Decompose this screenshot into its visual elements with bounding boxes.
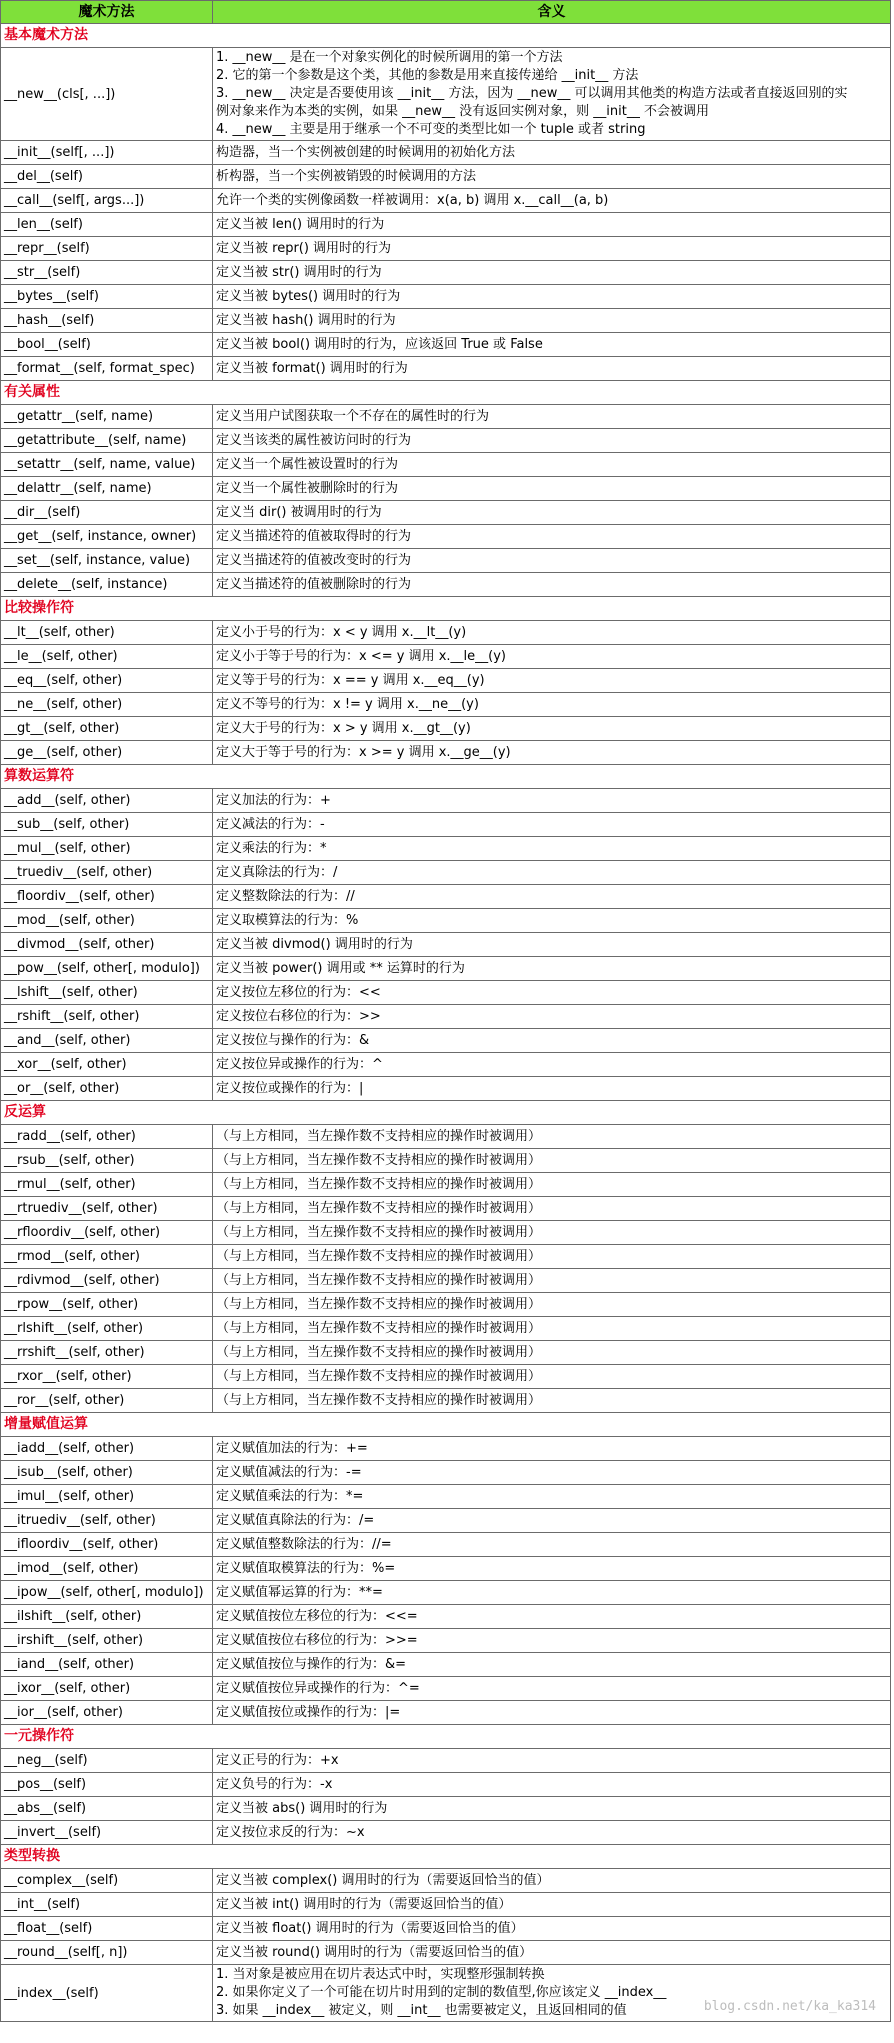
description-line: 3. 如果 __index__ 被定义，则 __int__ 也需要被定义，且返回相同的值 (216, 2003, 627, 2018)
table-row (1, 1461, 891, 1485)
method-description: 定义当描述符的值被取得时的行为 (213, 525, 891, 549)
table-row (1, 909, 891, 933)
table-row (1, 1629, 891, 1653)
method-name: __getattr__(self, name) (1, 405, 213, 429)
method-description: （与上方相同，当左操作数不支持相应的操作时被调用） (213, 1221, 891, 1245)
description-line: 4. __new__ 主要是用于继承一个不可变的类型比如一个 tuple 或者 string (216, 122, 646, 137)
method-description: 定义等于号的行为：x == y 调用 x.__eq__(y) (213, 669, 891, 693)
section-row (1, 24, 891, 48)
method-description: 定义减法的行为：- (213, 813, 891, 837)
table-row (1, 933, 891, 957)
method-name: __hash__(self) (1, 309, 213, 333)
table-row (1, 1653, 891, 1677)
table-row (1, 525, 891, 549)
table-row (1, 981, 891, 1005)
method-name: __set__(self, instance, value) (1, 549, 213, 573)
table-row (1, 1485, 891, 1509)
method-description: 定义当被 hash() 调用时的行为 (213, 309, 891, 333)
method-name: __floordiv__(self, other) (1, 885, 213, 909)
method-name: __repr__(self) (1, 237, 213, 261)
method-description: 定义当被 round() 调用时的行为（需要返回恰当的值） (213, 1941, 891, 1965)
method-name: __int__(self) (1, 1893, 213, 1917)
method-description: 定义当被 abs() 调用时的行为 (213, 1797, 891, 1821)
table-row (1, 1077, 891, 1101)
table-row (1, 1533, 891, 1557)
table-row (1, 213, 891, 237)
method-description (213, 48, 891, 141)
method-name: __rpow__(self, other) (1, 1293, 213, 1317)
method-name: __lshift__(self, other) (1, 981, 213, 1005)
method-description: 定义当描述符的值被改变时的行为 (213, 549, 891, 573)
method-description: （与上方相同，当左操作数不支持相应的操作时被调用） (213, 1197, 891, 1221)
table-row (1, 165, 891, 189)
method-description: 定义当被 power() 调用或 ** 运算时的行为 (213, 957, 891, 981)
method-name: __and__(self, other) (1, 1029, 213, 1053)
method-name: __iadd__(self, other) (1, 1437, 213, 1461)
method-name: __new__(cls[, ...]) (1, 48, 213, 141)
method-name: __abs__(self) (1, 1797, 213, 1821)
method-name: __neg__(self) (1, 1749, 213, 1773)
method-name: __eq__(self, other) (1, 669, 213, 693)
table-row (1, 669, 891, 693)
method-name: __mod__(self, other) (1, 909, 213, 933)
method-description: 定义按位或操作的行为：| (213, 1077, 891, 1101)
method-description: 定义赋值加法的行为：+= (213, 1437, 891, 1461)
table-row (1, 1869, 891, 1893)
method-description: 定义当被 complex() 调用时的行为（需要返回恰当的值） (213, 1869, 891, 1893)
table-row (1, 501, 891, 525)
header-method: 魔术方法 (1, 1, 213, 24)
method-name: __str__(self) (1, 261, 213, 285)
table-row (1, 1221, 891, 1245)
method-description: 构造器，当一个实例被创建的时候调用的初始化方法 (213, 141, 891, 165)
table-row (1, 1269, 891, 1293)
method-description: 定义大于等于号的行为：x >= y 调用 x.__ge__(y) (213, 741, 891, 765)
method-description: 定义当被 repr() 调用时的行为 (213, 237, 891, 261)
method-name: __rtruediv__(self, other) (1, 1197, 213, 1221)
method-name: __init__(self[, ...]) (1, 141, 213, 165)
method-description: 定义赋值按位左移位的行为：<<= (213, 1605, 891, 1629)
table-row (1, 357, 891, 381)
method-name: __del__(self) (1, 165, 213, 189)
table-row (1, 717, 891, 741)
method-description: （与上方相同，当左操作数不支持相应的操作时被调用） (213, 1125, 891, 1149)
method-description: 定义按位与操作的行为：& (213, 1029, 891, 1053)
table-row (1, 285, 891, 309)
method-name: __add__(self, other) (1, 789, 213, 813)
method-name: __getattribute__(self, name) (1, 429, 213, 453)
table-row (1, 693, 891, 717)
method-name: __delattr__(self, name) (1, 477, 213, 501)
table-header-row (1, 1, 891, 24)
method-description: （与上方相同，当左操作数不支持相应的操作时被调用） (213, 1293, 891, 1317)
section-title: 一元操作符 (1, 1725, 891, 1749)
method-name: __ior__(self, other) (1, 1701, 213, 1725)
method-name: __invert__(self) (1, 1821, 213, 1845)
method-description: 定义赋值减法的行为：-= (213, 1461, 891, 1485)
method-name: __ifloordiv__(self, other) (1, 1533, 213, 1557)
description-line: 2. 它的第一个参数是这个类，其他的参数是用来直接传递给 __init__ 方法 (216, 68, 639, 83)
method-name: __gt__(self, other) (1, 717, 213, 741)
table-row (1, 189, 891, 213)
method-description: 定义取模算法的行为：% (213, 909, 891, 933)
table-row (1, 141, 891, 165)
table-row (1, 1365, 891, 1389)
method-description: 定义当 dir() 被调用时的行为 (213, 501, 891, 525)
table-row (1, 261, 891, 285)
method-name: __index__(self) (1, 1965, 213, 2022)
table-row (1, 1557, 891, 1581)
section-title: 增量赋值运算 (1, 1413, 891, 1437)
method-description: 定义当被 float() 调用时的行为（需要返回恰当的值） (213, 1917, 891, 1941)
section-title: 基本魔术方法 (1, 24, 891, 48)
method-description: （与上方相同，当左操作数不支持相应的操作时被调用） (213, 1341, 891, 1365)
watermark: blog.csdn.net/ka_ka314 (703, 1999, 876, 2014)
method-name: __get__(self, instance, owner) (1, 525, 213, 549)
method-description: 定义当被 bytes() 调用时的行为 (213, 285, 891, 309)
method-name: __itruediv__(self, other) (1, 1509, 213, 1533)
description-line: 2. 如果你定义了一个可能在切片时用到的定制的数值型,你应该定义 __index__ (216, 1985, 667, 2000)
method-name: __call__(self[, args...]) (1, 189, 213, 213)
method-name: __truediv__(self, other) (1, 861, 213, 885)
section-row (1, 1413, 891, 1437)
method-description: 定义真除法的行为：/ (213, 861, 891, 885)
method-description: 允许一个类的实例像函数一样被调用：x(a, b) 调用 x.__call__(a, b) (213, 189, 891, 213)
table-row (1, 48, 891, 141)
method-description: 定义赋值按位异或操作的行为：^= (213, 1677, 891, 1701)
table-row (1, 309, 891, 333)
method-name: __ne__(self, other) (1, 693, 213, 717)
table-row (1, 957, 891, 981)
method-name: __rfloordiv__(self, other) (1, 1221, 213, 1245)
method-description: 定义负号的行为：-x (213, 1773, 891, 1797)
table-row (1, 477, 891, 501)
method-name: __float__(self) (1, 1917, 213, 1941)
table-row (1, 813, 891, 837)
method-name: __sub__(self, other) (1, 813, 213, 837)
table-row (1, 1701, 891, 1725)
section-title: 有关属性 (1, 381, 891, 405)
method-description: 定义加法的行为：+ (213, 789, 891, 813)
table-row (1, 1581, 891, 1605)
table-row (1, 789, 891, 813)
table-row (1, 1821, 891, 1845)
method-name: __ror__(self, other) (1, 1389, 213, 1413)
method-description: 定义当描述符的值被删除时的行为 (213, 573, 891, 597)
method-description: 定义当被 format() 调用时的行为 (213, 357, 891, 381)
method-name: __lt__(self, other) (1, 621, 213, 645)
description-line: 1. 当对象是被应用在切片表达式中时，实现整形强制转换 (216, 1967, 545, 1982)
method-description: 定义赋值真除法的行为：/= (213, 1509, 891, 1533)
section-title: 算数运算符 (1, 765, 891, 789)
method-name: __rxor__(self, other) (1, 1365, 213, 1389)
method-name: __rlshift__(self, other) (1, 1317, 213, 1341)
table-row (1, 1149, 891, 1173)
method-name: __ilshift__(self, other) (1, 1605, 213, 1629)
method-name: __imod__(self, other) (1, 1557, 213, 1581)
description-line: 3. __new__ 决定是否要使用该 __init__ 方法，因为 __new__ 可以调用其他类的构造方法或者直接返回别的实 (216, 86, 848, 101)
method-name: __isub__(self, other) (1, 1461, 213, 1485)
table-row (1, 1173, 891, 1197)
section-title: 反运算 (1, 1101, 891, 1125)
method-description: （与上方相同，当左操作数不支持相应的操作时被调用） (213, 1389, 891, 1413)
table-row (1, 1293, 891, 1317)
method-description: 定义当被 len() 调用时的行为 (213, 213, 891, 237)
method-description: 定义当一个属性被设置时的行为 (213, 453, 891, 477)
method-name: __ipow__(self, other[, modulo]) (1, 1581, 213, 1605)
method-name: __bytes__(self) (1, 285, 213, 309)
method-description: 定义当被 bool() 调用时的行为，应该返回 True 或 False (213, 333, 891, 357)
method-description: 定义当被 str() 调用时的行为 (213, 261, 891, 285)
method-name: __iand__(self, other) (1, 1653, 213, 1677)
table-row (1, 1341, 891, 1365)
table-row (1, 1749, 891, 1773)
method-name: __radd__(self, other) (1, 1125, 213, 1149)
method-name: __round__(self[, n]) (1, 1941, 213, 1965)
method-name: __imul__(self, other) (1, 1485, 213, 1509)
method-description: 定义整数除法的行为：// (213, 885, 891, 909)
table-row (1, 1317, 891, 1341)
method-description: 定义当一个属性被删除时的行为 (213, 477, 891, 501)
table-row (1, 1245, 891, 1269)
method-description: 定义按位右移位的行为：>> (213, 1005, 891, 1029)
table-row (1, 1437, 891, 1461)
method-name: __xor__(self, other) (1, 1053, 213, 1077)
method-name: __ixor__(self, other) (1, 1677, 213, 1701)
method-name: __rdivmod__(self, other) (1, 1269, 213, 1293)
method-description: （与上方相同，当左操作数不支持相应的操作时被调用） (213, 1317, 891, 1341)
method-name: __format__(self, format_spec) (1, 357, 213, 381)
method-description: 定义按位异或操作的行为：^ (213, 1053, 891, 1077)
method-description: （与上方相同，当左操作数不支持相应的操作时被调用） (213, 1245, 891, 1269)
table-row (1, 1941, 891, 1965)
table-row (1, 429, 891, 453)
method-description: （与上方相同，当左操作数不支持相应的操作时被调用） (213, 1269, 891, 1293)
method-description: 定义正号的行为：+x (213, 1749, 891, 1773)
method-description: 定义按位左移位的行为：<< (213, 981, 891, 1005)
table-row (1, 1029, 891, 1053)
method-description: 定义大于号的行为：x > y 调用 x.__gt__(y) (213, 717, 891, 741)
table-row (1, 1509, 891, 1533)
method-name: __rmod__(self, other) (1, 1245, 213, 1269)
method-description: 定义赋值整数除法的行为：//= (213, 1533, 891, 1557)
table-row (1, 453, 891, 477)
method-description: 定义按位求反的行为：~x (213, 1821, 891, 1845)
method-description: 定义赋值按位或操作的行为：|= (213, 1701, 891, 1725)
table-row (1, 237, 891, 261)
section-row (1, 1845, 891, 1869)
method-description: 定义当该类的属性被访问时的行为 (213, 429, 891, 453)
table-row (1, 1917, 891, 1941)
method-description: 定义赋值乘法的行为：*= (213, 1485, 891, 1509)
table-row (1, 405, 891, 429)
table-row (1, 1773, 891, 1797)
method-name: __delete__(self, instance) (1, 573, 213, 597)
table-row (1, 1197, 891, 1221)
method-name: __pos__(self) (1, 1773, 213, 1797)
section-row (1, 381, 891, 405)
method-name: __pow__(self, other[, modulo]) (1, 957, 213, 981)
method-name: __len__(self) (1, 213, 213, 237)
table-row (1, 549, 891, 573)
table-row (1, 1605, 891, 1629)
method-name: __irshift__(self, other) (1, 1629, 213, 1653)
table-row (1, 1053, 891, 1077)
method-description: 定义赋值取模算法的行为：%= (213, 1557, 891, 1581)
method-description: （与上方相同，当左操作数不支持相应的操作时被调用） (213, 1365, 891, 1389)
table-row (1, 885, 891, 909)
description-line: 1. __new__ 是在一个对象实例化的时候所调用的第一个方法 (216, 50, 563, 65)
table-body (1, 24, 891, 2022)
table-row (1, 573, 891, 597)
section-row (1, 597, 891, 621)
description-line: 例对象来作为本类的实例，如果 __new__ 没有返回实例对象，则 __init__ 不会被调用 (216, 104, 709, 119)
table-row (1, 1389, 891, 1413)
section-row (1, 765, 891, 789)
table-row (1, 1893, 891, 1917)
method-description: （与上方相同，当左操作数不支持相应的操作时被调用） (213, 1173, 891, 1197)
table-row (1, 837, 891, 861)
table-row (1, 645, 891, 669)
method-description: （与上方相同，当左操作数不支持相应的操作时被调用） (213, 1149, 891, 1173)
method-name: __le__(self, other) (1, 645, 213, 669)
method-description: 定义赋值按位右移位的行为：>>= (213, 1629, 891, 1653)
method-name: __rsub__(self, other) (1, 1149, 213, 1173)
method-description: 定义当被 int() 调用时的行为（需要返回恰当的值） (213, 1893, 891, 1917)
method-name: __mul__(self, other) (1, 837, 213, 861)
table-row (1, 741, 891, 765)
table-row (1, 861, 891, 885)
method-name: __ge__(self, other) (1, 741, 213, 765)
method-name: __rmul__(self, other) (1, 1173, 213, 1197)
section-title: 比较操作符 (1, 597, 891, 621)
table-row (1, 1797, 891, 1821)
section-row (1, 1725, 891, 1749)
method-name: __or__(self, other) (1, 1077, 213, 1101)
method-description: 定义不等号的行为：x != y 调用 x.__ne__(y) (213, 693, 891, 717)
method-description: 定义当用户试图获取一个不存在的属性时的行为 (213, 405, 891, 429)
method-name: __rshift__(self, other) (1, 1005, 213, 1029)
method-name: __setattr__(self, name, value) (1, 453, 213, 477)
table-row (1, 621, 891, 645)
table-row (1, 1677, 891, 1701)
method-name: __rrshift__(self, other) (1, 1341, 213, 1365)
method-name: __complex__(self) (1, 1869, 213, 1893)
method-description: 定义当被 divmod() 调用时的行为 (213, 933, 891, 957)
method-name: __bool__(self) (1, 333, 213, 357)
table-row (1, 333, 891, 357)
method-description: 定义乘法的行为：* (213, 837, 891, 861)
section-title: 类型转换 (1, 1845, 891, 1869)
method-description: 析构器，当一个实例被销毁的时候调用的方法 (213, 165, 891, 189)
section-row (1, 1101, 891, 1125)
method-name: __divmod__(self, other) (1, 933, 213, 957)
method-description: 定义赋值幂运算的行为：**= (213, 1581, 891, 1605)
method-description: 定义小于号的行为：x < y 调用 x.__lt__(y) (213, 621, 891, 645)
method-name: __dir__(self) (1, 501, 213, 525)
table-row (1, 1005, 891, 1029)
table-row (1, 1125, 891, 1149)
method-description: 定义小于等于号的行为：x <= y 调用 x.__le__(y) (213, 645, 891, 669)
header-meaning: 含义 (213, 1, 891, 24)
method-description: 定义赋值按位与操作的行为：&= (213, 1653, 891, 1677)
